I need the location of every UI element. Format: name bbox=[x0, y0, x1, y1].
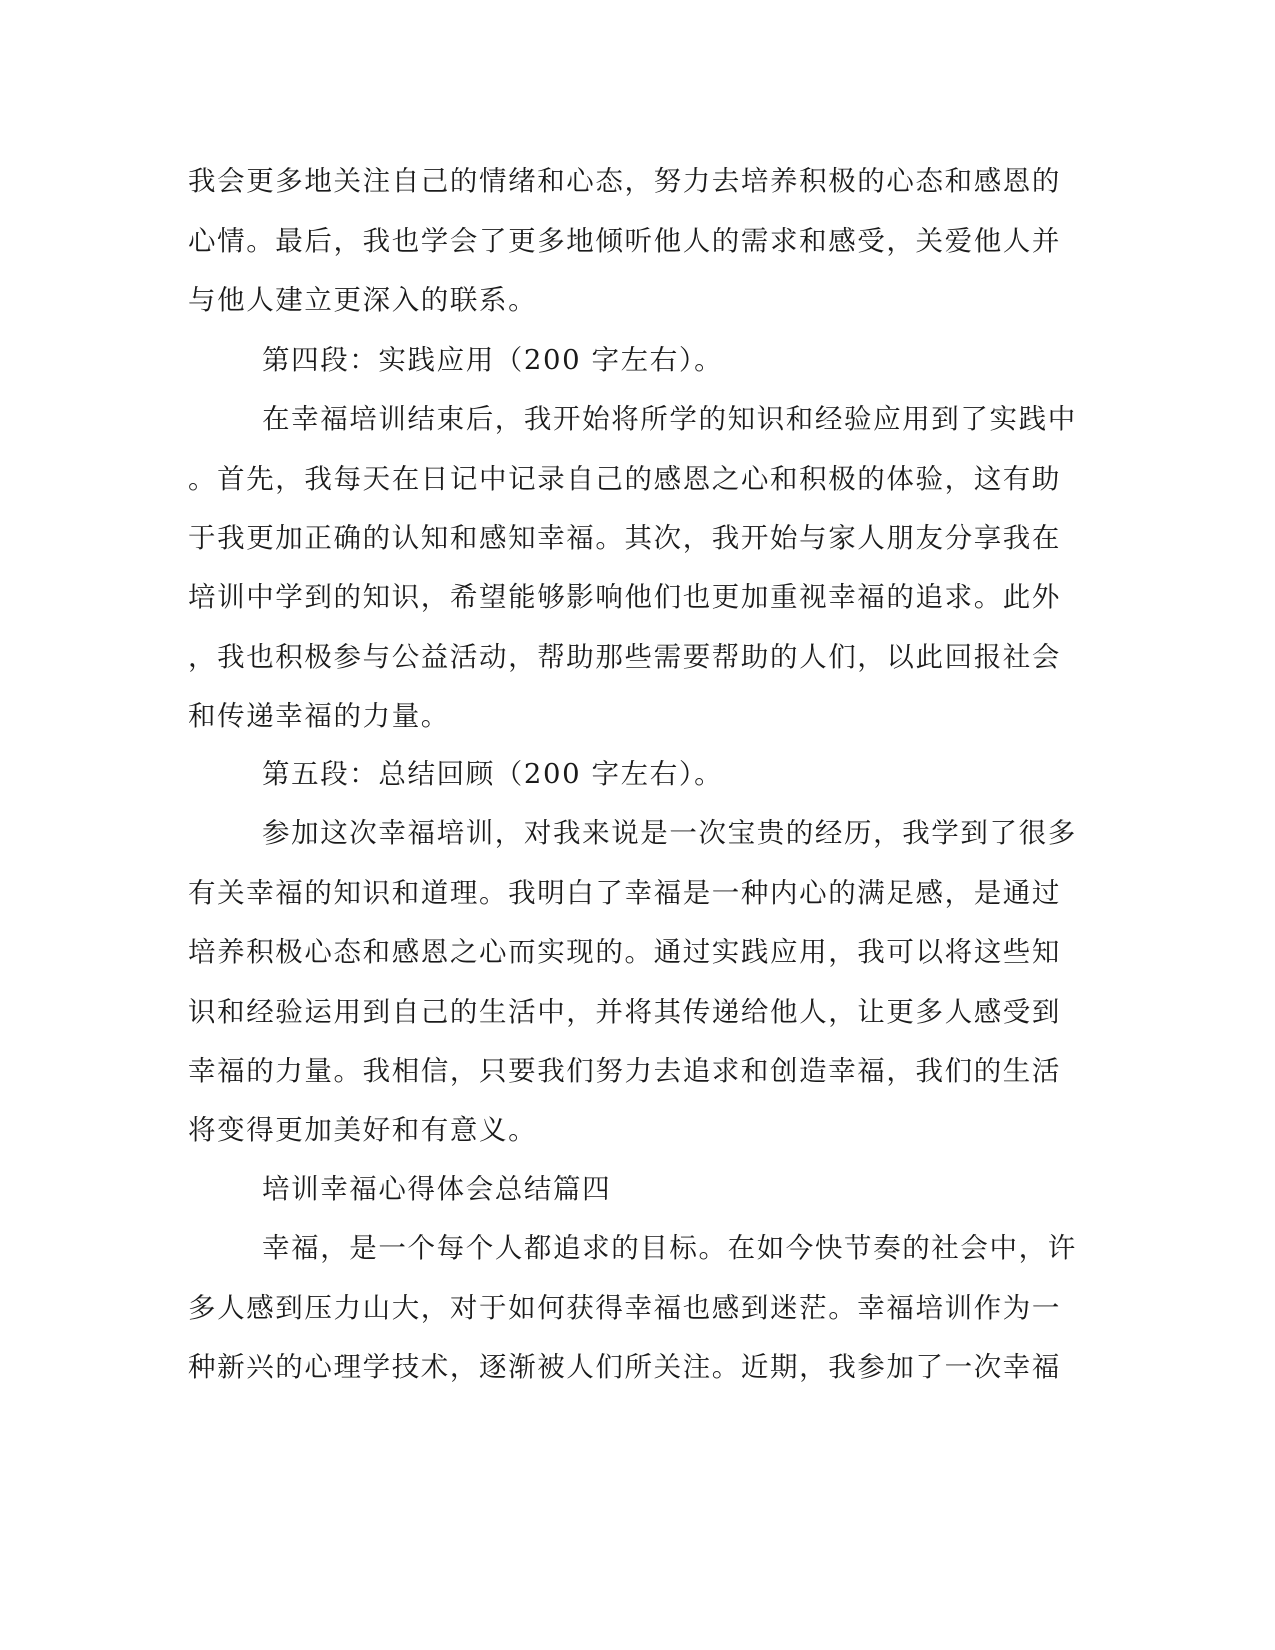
text-line: 和传递幸福的力量。 bbox=[188, 700, 450, 732]
text-line: 。首先，我每天在日记中记录自己的感恩之心和积极的体验，这有助 bbox=[188, 463, 1061, 495]
text-line: ，我也积极参与公益活动，帮助那些需要帮助的人们，以此回报社会 bbox=[188, 641, 1061, 673]
section-heading: 第四段：实践应用（200 字左右）。 bbox=[262, 344, 724, 376]
text-line: 识和经验运用到自己的生活中，并将其传递给他人，让更多人感受到 bbox=[188, 996, 1061, 1028]
text-line: 幸福的力量。我相信，只要我们努力去追求和创造幸福，我们的生活 bbox=[188, 1055, 1061, 1087]
text-line: 多人感到压力山大，对于如何获得幸福也感到迷茫。幸福培训作为一 bbox=[188, 1292, 1061, 1324]
text-line: 种新兴的心理学技术，逐渐被人们所关注。近期，我参加了一次幸福 bbox=[188, 1351, 1061, 1383]
text-line: 在幸福培训结束后，我开始将所学的知识和经验应用到了实践中 bbox=[262, 403, 1077, 435]
text-line: 心情。最后，我也学会了更多地倾听他人的需求和感受，关爱他人并 bbox=[188, 225, 1061, 257]
text-line: 于我更加正确的认知和感知幸福。其次，我开始与家人朋友分享我在 bbox=[188, 522, 1061, 554]
text-line: 与他人建立更深入的联系。 bbox=[188, 284, 538, 316]
text-line: 我会更多地关注自己的情绪和心态，努力去培养积极的心态和感恩的 bbox=[188, 165, 1061, 197]
text-line: 有关幸福的知识和道理。我明白了幸福是一种内心的满足感，是通过 bbox=[188, 877, 1061, 909]
section-heading: 培训幸福心得体会总结篇四 bbox=[262, 1173, 612, 1205]
section-heading: 第五段：总结回顾（200 字左右）。 bbox=[262, 758, 724, 790]
text-line: 培训中学到的知识，希望能够影响他们也更加重视幸福的追求。此外 bbox=[188, 581, 1061, 613]
text-line: 培养积极心态和感恩之心而实现的。通过实践应用，我可以将这些知 bbox=[188, 936, 1061, 968]
text-line: 参加这次幸福培训，对我来说是一次宝贵的经历，我学到了很多 bbox=[262, 817, 1077, 849]
text-line: 将变得更加美好和有意义。 bbox=[188, 1114, 538, 1146]
text-line: 幸福，是一个每个人都追求的目标。在如今快节奏的社会中，许 bbox=[262, 1232, 1077, 1264]
